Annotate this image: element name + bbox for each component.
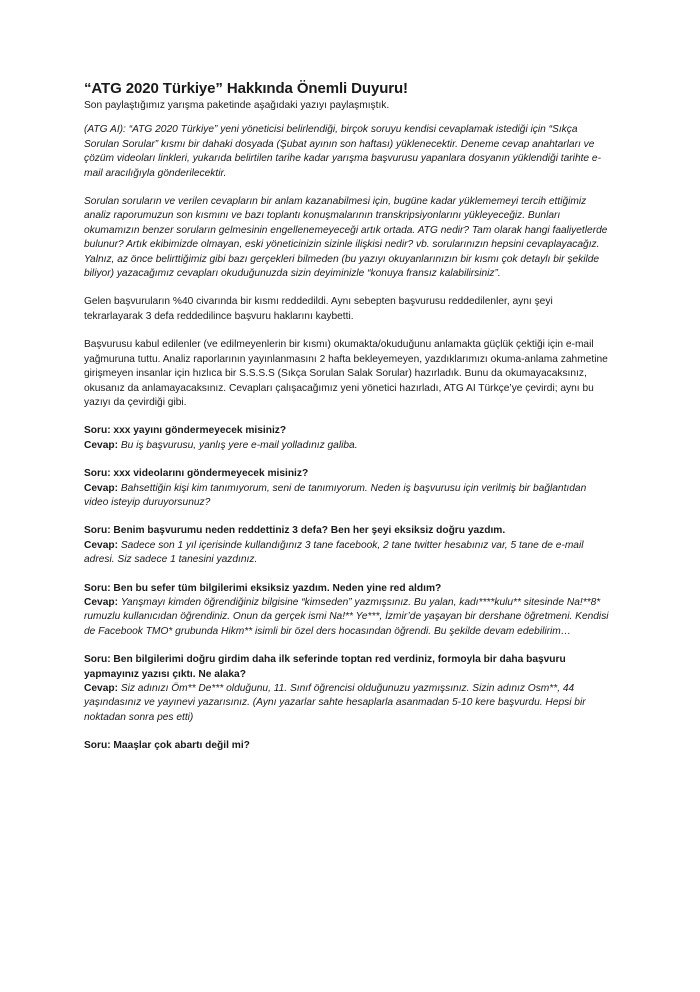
answer-label: Cevap: [84, 439, 118, 451]
qa-item-4 [84, 582, 612, 640]
answer-label: Cevap: [84, 596, 118, 608]
answer-text [84, 482, 612, 511]
question-text: Soru: xxx videolarını göndermeyecek misiniz? [84, 468, 309, 480]
answer-label: Cevap: [84, 539, 118, 551]
paragraph-rejections: Gelen başvuruların %40 civarında bir kısmı reddedildi. Aynı sebepten başvurusu reddedilenler, aynı şeyi tekrarlayarak 3 defa reddedilince başvuru haklarını kaybetti. [84, 296, 553, 322]
paragraph-faq-intro: Başvurusu kabul edilenler (ve edilmeyenlerin bir kısmı) okumakta/okuduğunu anlamakta güçlük çektiği için e-mail yağmuruna tuttu. Analiz raporlarının yayınlanmasını 2 hafta bekleyemeyen, yazdıklarımızı okuma-anlama zahmetine girişmeyen insanlar için hızlıca bir S.S.S.S (Sıkça Sorulan Salak Sorular) hazırladık. Bunu da okumayacaksınız, okusanız da anlamayacaksınız. Cevapları çalışacağımız yeni yönetici hazırladı, ATG AI Türkçe’ye çevirdi; aynı bu yazıyı da çevirdiği gibi. [84, 339, 608, 408]
qa-item-5 [84, 653, 612, 725]
answer-body: Sadece son 1 yıl içerisinde kullandığınız 3 tane facebook, 2 tane twitter hesabınız var, 5 tane de e-mail adresi. Siz sadece 1 tanesini yazdınız. [84, 539, 584, 566]
answer-body: Siz adınızı Öm** De*** olduğunu, 11. Sınıf öğrencisi olduğunuzu yazmışsınız. Sizin adınız Osm**, 44 yaşındasınız ve yayınevi yazarısınız. (Aynı yazarlar sahte hesaplarla asanmadan 5-10 kere başvurdu. Hepsi bir noktadan sonra pes etti) [84, 683, 586, 723]
qa-item-6 [84, 739, 612, 753]
qa-item-3 [84, 524, 612, 567]
answer-body: Yanşmayı kimden öğrendiğiniz bilgisine “kimseden” yazmışsınız. Bu yalan, kadı****kulu** sitesinde Na!**8* rumuzlu kullanıcıdan öğrendiniz. Onun da gerçek ismi Na!** Ye***, İzmir’de yaşayan bir dershane öğretmeni. Kendisi de Facebook TMO* grubunda Hikm** isimli bir özel ders hocasından öğrendi. Bu şekilde devam edebilirim… [84, 596, 609, 637]
answer-text [84, 596, 612, 639]
question-text: Soru: Maaşlar çok abartı değil mi? [84, 740, 250, 752]
answer-label: Cevap: [84, 482, 118, 494]
question-text: Soru: Ben bu sefer tüm bilgilerimi eksiksiz yazdım. Neden yine red aldım? [84, 582, 442, 594]
italic-paragraph-2: Sorulan soruların ve verilen cevapların bir anlam kazanabilmesi için, bugüne kadar yüklememeyi tercih ettiğimiz analiz raporumuzun son kısmını ve bazı toplantı konuşmalarının transkripsiyonlarını yükleyeceğiz. Bunları okumamızın benzer soruların gelmesinin engellenemeyeceği artık ortada. ATG nedir? Tam olarak hangi faaliyetlerde bulunur? Artık ekibimizde olmayan, eski yöneticinizin sizinle ilişkisi nedir? vb. sorularınızın hepsini cevaplayacağız. Yalnız, az önce belirttiğimiz gibi bazı gerçekleri bilmeden (bu yazıyı okuyanlarınızın bir kısmı çok detaylı bir şekilde biliyor) yazacağımız cevapları okuduğunuzda sizin deyiminizle “konuya fransız kalabilirsiniz”. [84, 196, 608, 280]
answer-body: Bu iş başvurusu, yanlış yere e-mail yolladınız galiba. [120, 439, 358, 451]
question-text: Soru: xxx yayını göndermeyecek misiniz? [84, 425, 287, 437]
answer-text [84, 682, 612, 725]
answer-label: Cevap: [84, 683, 118, 694]
answer-body: Bahsettiğin kişi kim tanımıyorum, seni de tanımıyorum. Neden iş başvurusu için verilmiş bir bağlantıdan video isteyip duruyorsunuz? [84, 482, 587, 508]
document-title: “ATG 2020 Türkiye” Hakkında Önemli Duyuru! [84, 80, 408, 97]
intro-paragraph: Son paylaştığımız yarışma paketinde aşağıdaki yazıyı paylaşmıştık. [84, 100, 390, 111]
answer-text [84, 439, 612, 453]
italic-paragraph-1: (ATG AI): “ATG 2020 Türkiye” yeni yöneticisi belirlendiği, birçok soruyu kendisi cevaplamak istediği için “Sıkça Sorulan Sorular” kısmı bir dahaki dosyada (Şubat ayının son haftası) yüklenecektir. Deneme cevap anahtarları ve çözüm videoları linkleri, yukarıda belirtilen tarihe kadar yarışma başvurusu yapanlara dosyanın yüklendiği tarihte e-mail aracılığıyla gönderilecektir. [84, 124, 601, 179]
qa-item-2 [84, 467, 612, 510]
qa-item-1 [84, 424, 612, 453]
question-text: Soru: Ben bilgilerimi doğru girdim daha ilk seferinde toptan red verdiniz, formoyla bir daha başvuru yapmayınız yazısı çıktı. Ne alaka? [84, 654, 566, 680]
question-text: Soru: Benim başvurumu neden reddettiniz 3 defa? Ben her şeyi eksiksiz doğru yazdım. [84, 525, 506, 537]
answer-text [84, 539, 612, 568]
